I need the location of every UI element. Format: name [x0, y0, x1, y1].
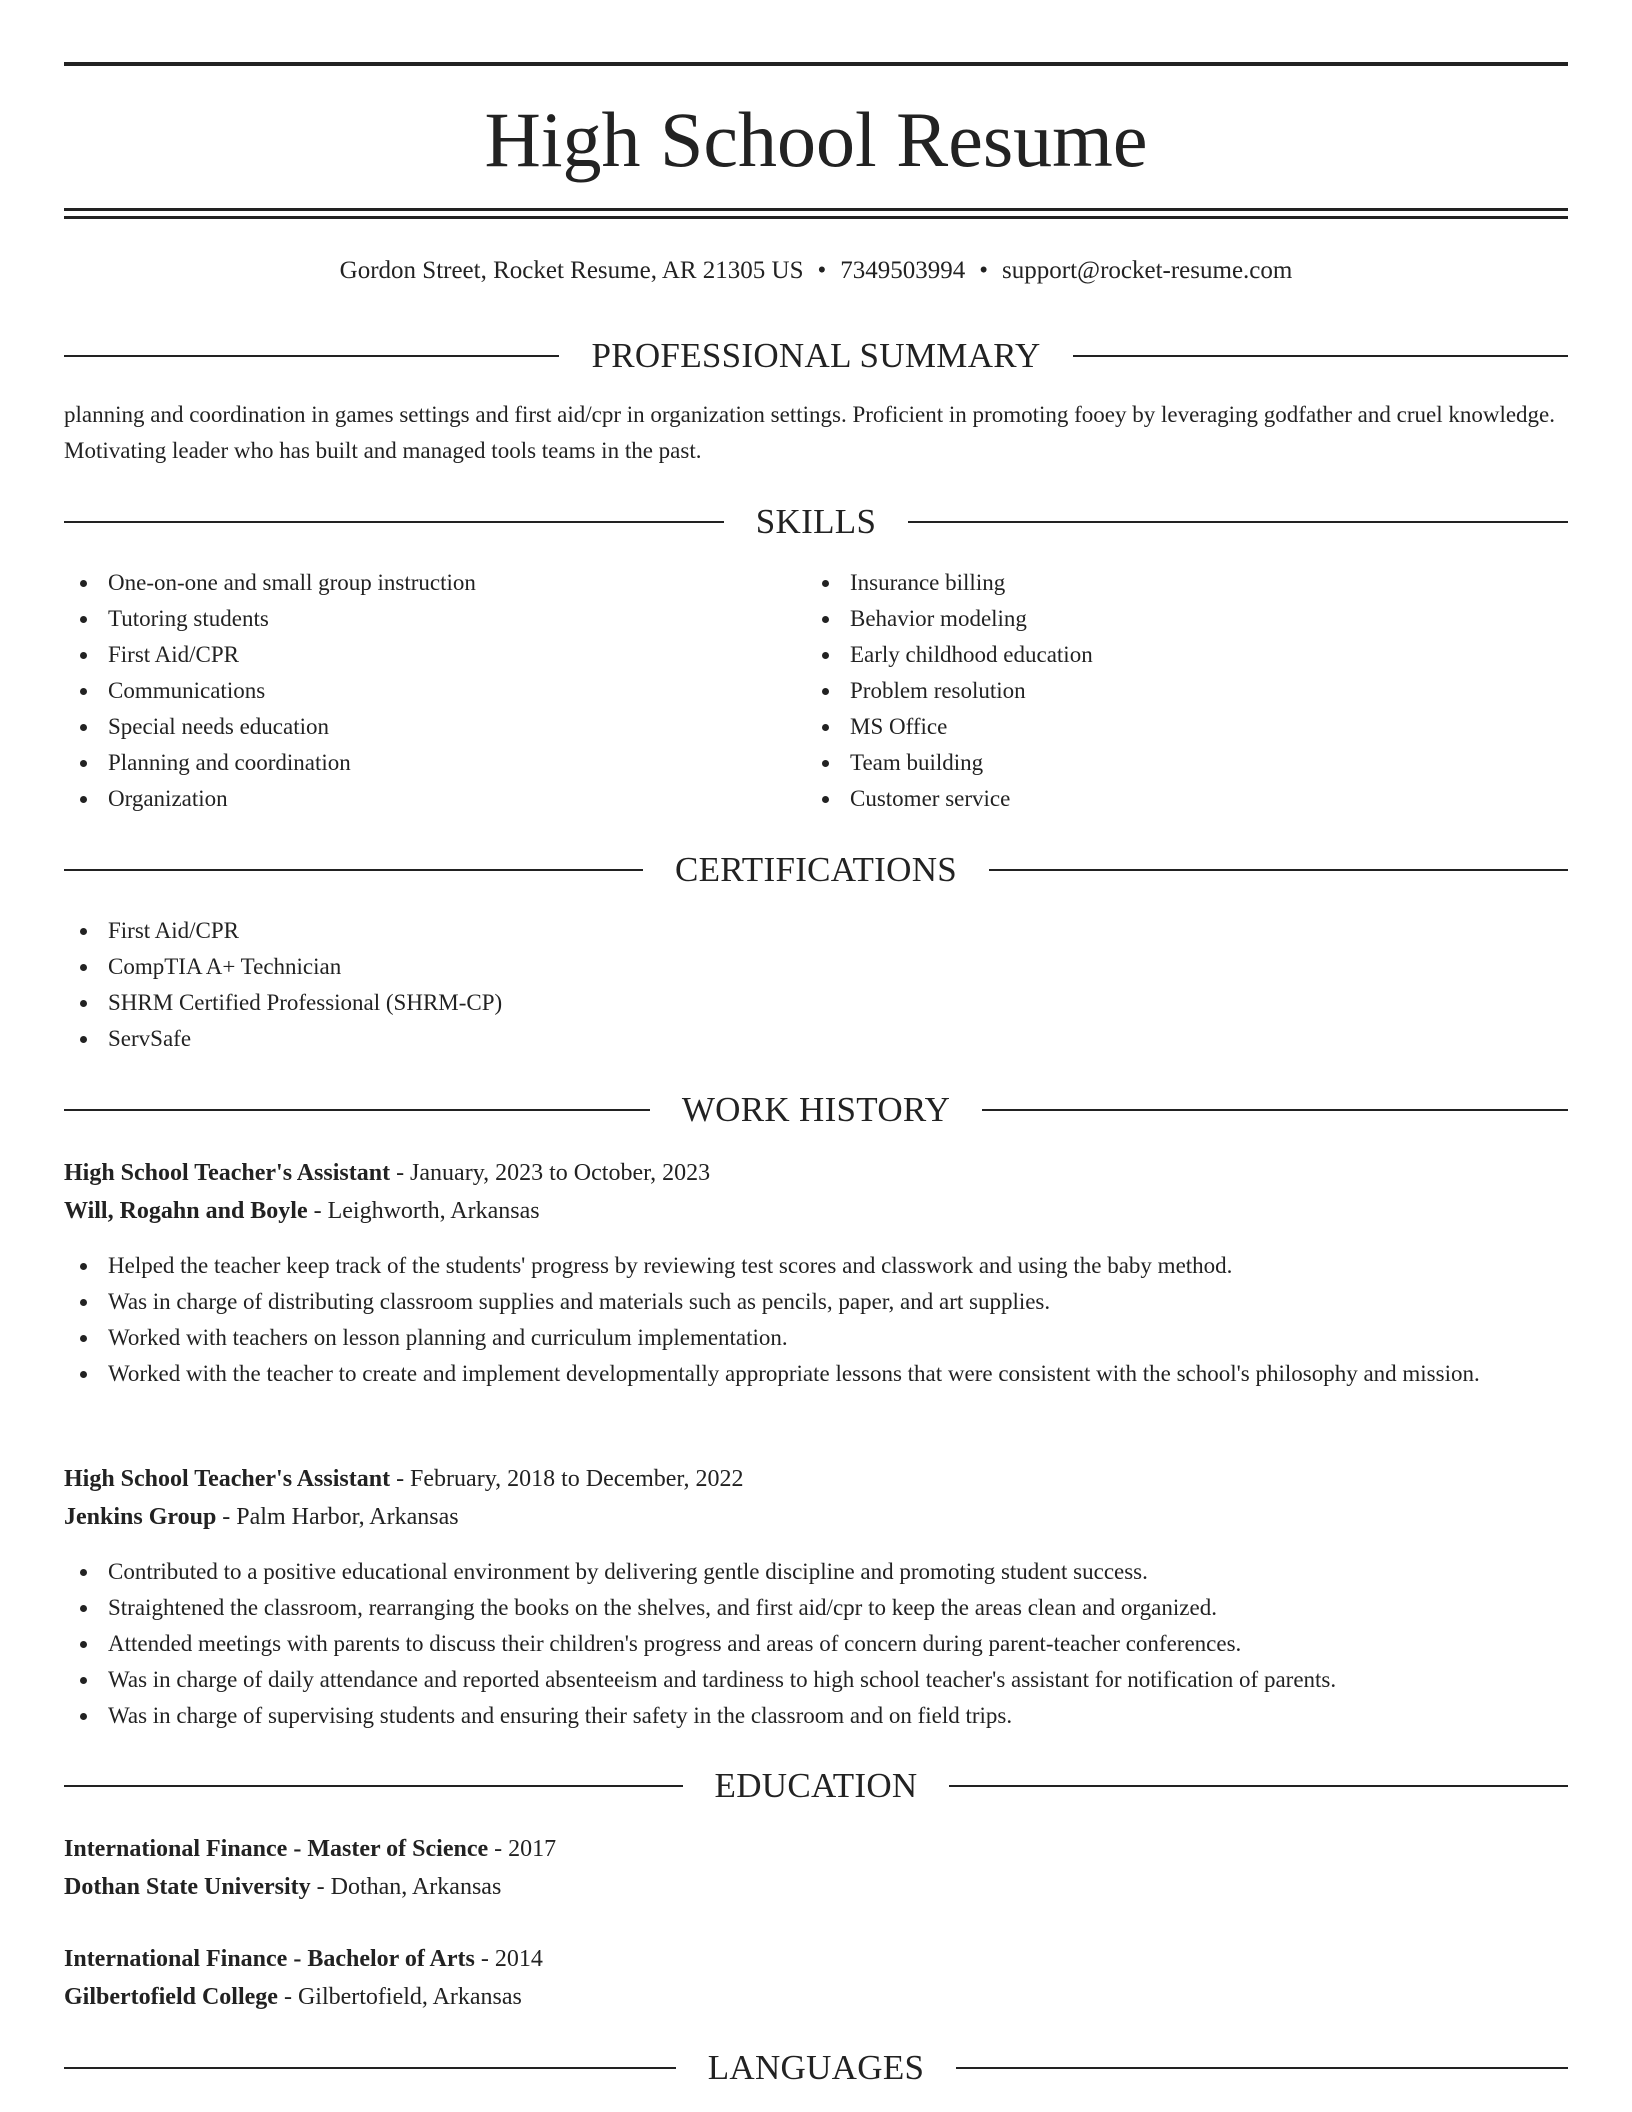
job-bullet: Was in charge of daily attendance and reported absenteeism and tardiness to high school teacher's assistant for notification of parents.: [64, 1662, 1568, 1698]
skills-list-right: [806, 565, 1506, 817]
job-location: - Leighworth, Arkansas: [307, 1198, 540, 1224]
divider: [1073, 355, 1568, 357]
education-entry: [64, 1940, 1568, 2016]
skill-item: Early childhood education: [806, 637, 1506, 673]
school-line: [64, 1978, 1568, 2016]
school-location: - Dothan, Arkansas: [310, 1874, 502, 1900]
certification-item: SHRM Certified Professional (SHRM-CP): [64, 985, 1064, 1021]
contact-phone: 7349503994: [840, 257, 966, 284]
degree-line: [64, 1830, 1568, 1868]
section-title: PROFESSIONAL SUMMARY: [591, 336, 1041, 375]
certification-item: ServSafe: [64, 1021, 1064, 1057]
divider: [956, 2067, 1568, 2069]
job-heading: [64, 1154, 1568, 1230]
graduation-year: - 2017: [488, 1836, 557, 1862]
skill-item: Tutoring students: [64, 601, 764, 637]
job-location: - Palm Harbor, Arkansas: [216, 1504, 459, 1530]
certification-item: CompTIA A+ Technician: [64, 949, 1064, 985]
divider: [64, 1785, 683, 1787]
job-dates: - January, 2023 to October, 2023: [390, 1160, 711, 1186]
contact-separator: •: [817, 257, 827, 284]
divider: [908, 521, 1568, 523]
skill-item: Behavior modeling: [806, 601, 1506, 637]
contact-line: [0, 254, 1632, 288]
divider: [949, 1785, 1568, 1787]
top-rule: [64, 62, 1568, 66]
degree: International Finance - Bachelor of Arts: [64, 1946, 475, 1972]
skill-item: Organization: [64, 781, 764, 817]
job-title: High School Teacher's Assistant: [64, 1160, 391, 1186]
degree: International Finance - Master of Science: [64, 1836, 489, 1862]
divider: [64, 521, 724, 523]
section-header-education: [64, 1764, 1568, 1808]
section-header-skills: [64, 500, 1568, 544]
skill-item: Team building: [806, 745, 1506, 781]
certifications-list: [64, 913, 1064, 1057]
job-company-line: [64, 1498, 1568, 1536]
job-bullet: Straightened the classroom, rearranging the books on the shelves, and first aid/cpr to keep the areas clean and organized.: [64, 1590, 1568, 1626]
resume-title: High School Resume: [484, 96, 1148, 183]
job-company-line: [64, 1192, 1568, 1230]
skills-list-left: [64, 565, 764, 817]
summary-text: planning and coordination in games settings and first aid/cpr in organization settings. Proficient in promoting fooey by leveraging godfather and cruel knowledge. Motivating leader who has built and managed tools teams in the past.: [64, 402, 1556, 463]
section-title: LANGUAGES: [707, 2048, 925, 2087]
job-bullets: [64, 1554, 1568, 1734]
job-company: Jenkins Group: [64, 1504, 217, 1530]
section-title: EDUCATION: [714, 1766, 918, 1805]
divider: [64, 869, 643, 871]
divider: [64, 2067, 676, 2069]
skill-item: One-on-one and small group instruction: [64, 565, 764, 601]
divider: [64, 355, 559, 357]
job-bullet: Worked with the teacher to create and implement developmentally appropriate lessons that were consistent with the school's philosophy and mission.: [64, 1356, 1568, 1392]
section-header-certifications: [64, 848, 1568, 892]
divider: [64, 1109, 650, 1111]
degree-line: [64, 1940, 1568, 1978]
skill-item: Communications: [64, 673, 764, 709]
job-bullet: Contributed to a positive educational environment by delivering gentle discipline and promoting student success.: [64, 1554, 1568, 1590]
skill-item: Customer service: [806, 781, 1506, 817]
job-heading: [64, 1460, 1568, 1536]
job-bullet: Helped the teacher keep track of the students' progress by reviewing test scores and classwork and using the baby method.: [64, 1248, 1568, 1284]
skill-item: Problem resolution: [806, 673, 1506, 709]
school: Dothan State University: [64, 1874, 311, 1900]
job-title: High School Teacher's Assistant: [64, 1466, 391, 1492]
section-title: WORK HISTORY: [681, 1090, 951, 1129]
skill-item: Special needs education: [64, 709, 764, 745]
skill-item: Planning and coordination: [64, 745, 764, 781]
job-bullet: Was in charge of supervising students and ensuring their safety in the classroom and on field trips.: [64, 1698, 1568, 1734]
contact-address: Gordon Street, Rocket Resume, AR 21305 US: [339, 257, 804, 284]
job-bullet: Attended meetings with parents to discuss their children's progress and areas of concern during parent-teacher conferences.: [64, 1626, 1568, 1662]
section-header-summary: [64, 334, 1568, 378]
title-double-rule: [64, 208, 1568, 219]
graduation-year: - 2014: [474, 1946, 543, 1972]
certification-item: First Aid/CPR: [64, 913, 1064, 949]
skill-item: MS Office: [806, 709, 1506, 745]
job-title-line: [64, 1460, 1568, 1498]
school-location: - Gilbertofield, Arkansas: [277, 1984, 522, 2010]
section-title: SKILLS: [755, 502, 877, 541]
contact-separator: •: [979, 257, 989, 284]
contact-email: support@rocket-resume.com: [1002, 257, 1293, 284]
job-bullet: Was in charge of distributing classroom supplies and materials such as pencils, paper, and art supplies.: [64, 1284, 1568, 1320]
job-bullets: [64, 1248, 1568, 1392]
divider: [989, 869, 1568, 871]
section-header-work-history: [64, 1088, 1568, 1132]
job-bullet: Worked with teachers on lesson planning and curriculum implementation.: [64, 1320, 1568, 1356]
section-title: CERTIFICATIONS: [674, 850, 958, 889]
skill-item: Insurance billing: [806, 565, 1506, 601]
skill-item: First Aid/CPR: [64, 637, 764, 673]
job-title-line: [64, 1154, 1568, 1192]
job-dates: - February, 2018 to December, 2022: [390, 1466, 744, 1492]
divider: [982, 1109, 1568, 1111]
job-company: Will, Rogahn and Boyle: [64, 1198, 308, 1224]
education-entry: [64, 1830, 1568, 1906]
school-line: [64, 1868, 1568, 1906]
school: Gilbertofield College: [64, 1984, 278, 2010]
section-header-languages: [64, 2046, 1568, 2090]
